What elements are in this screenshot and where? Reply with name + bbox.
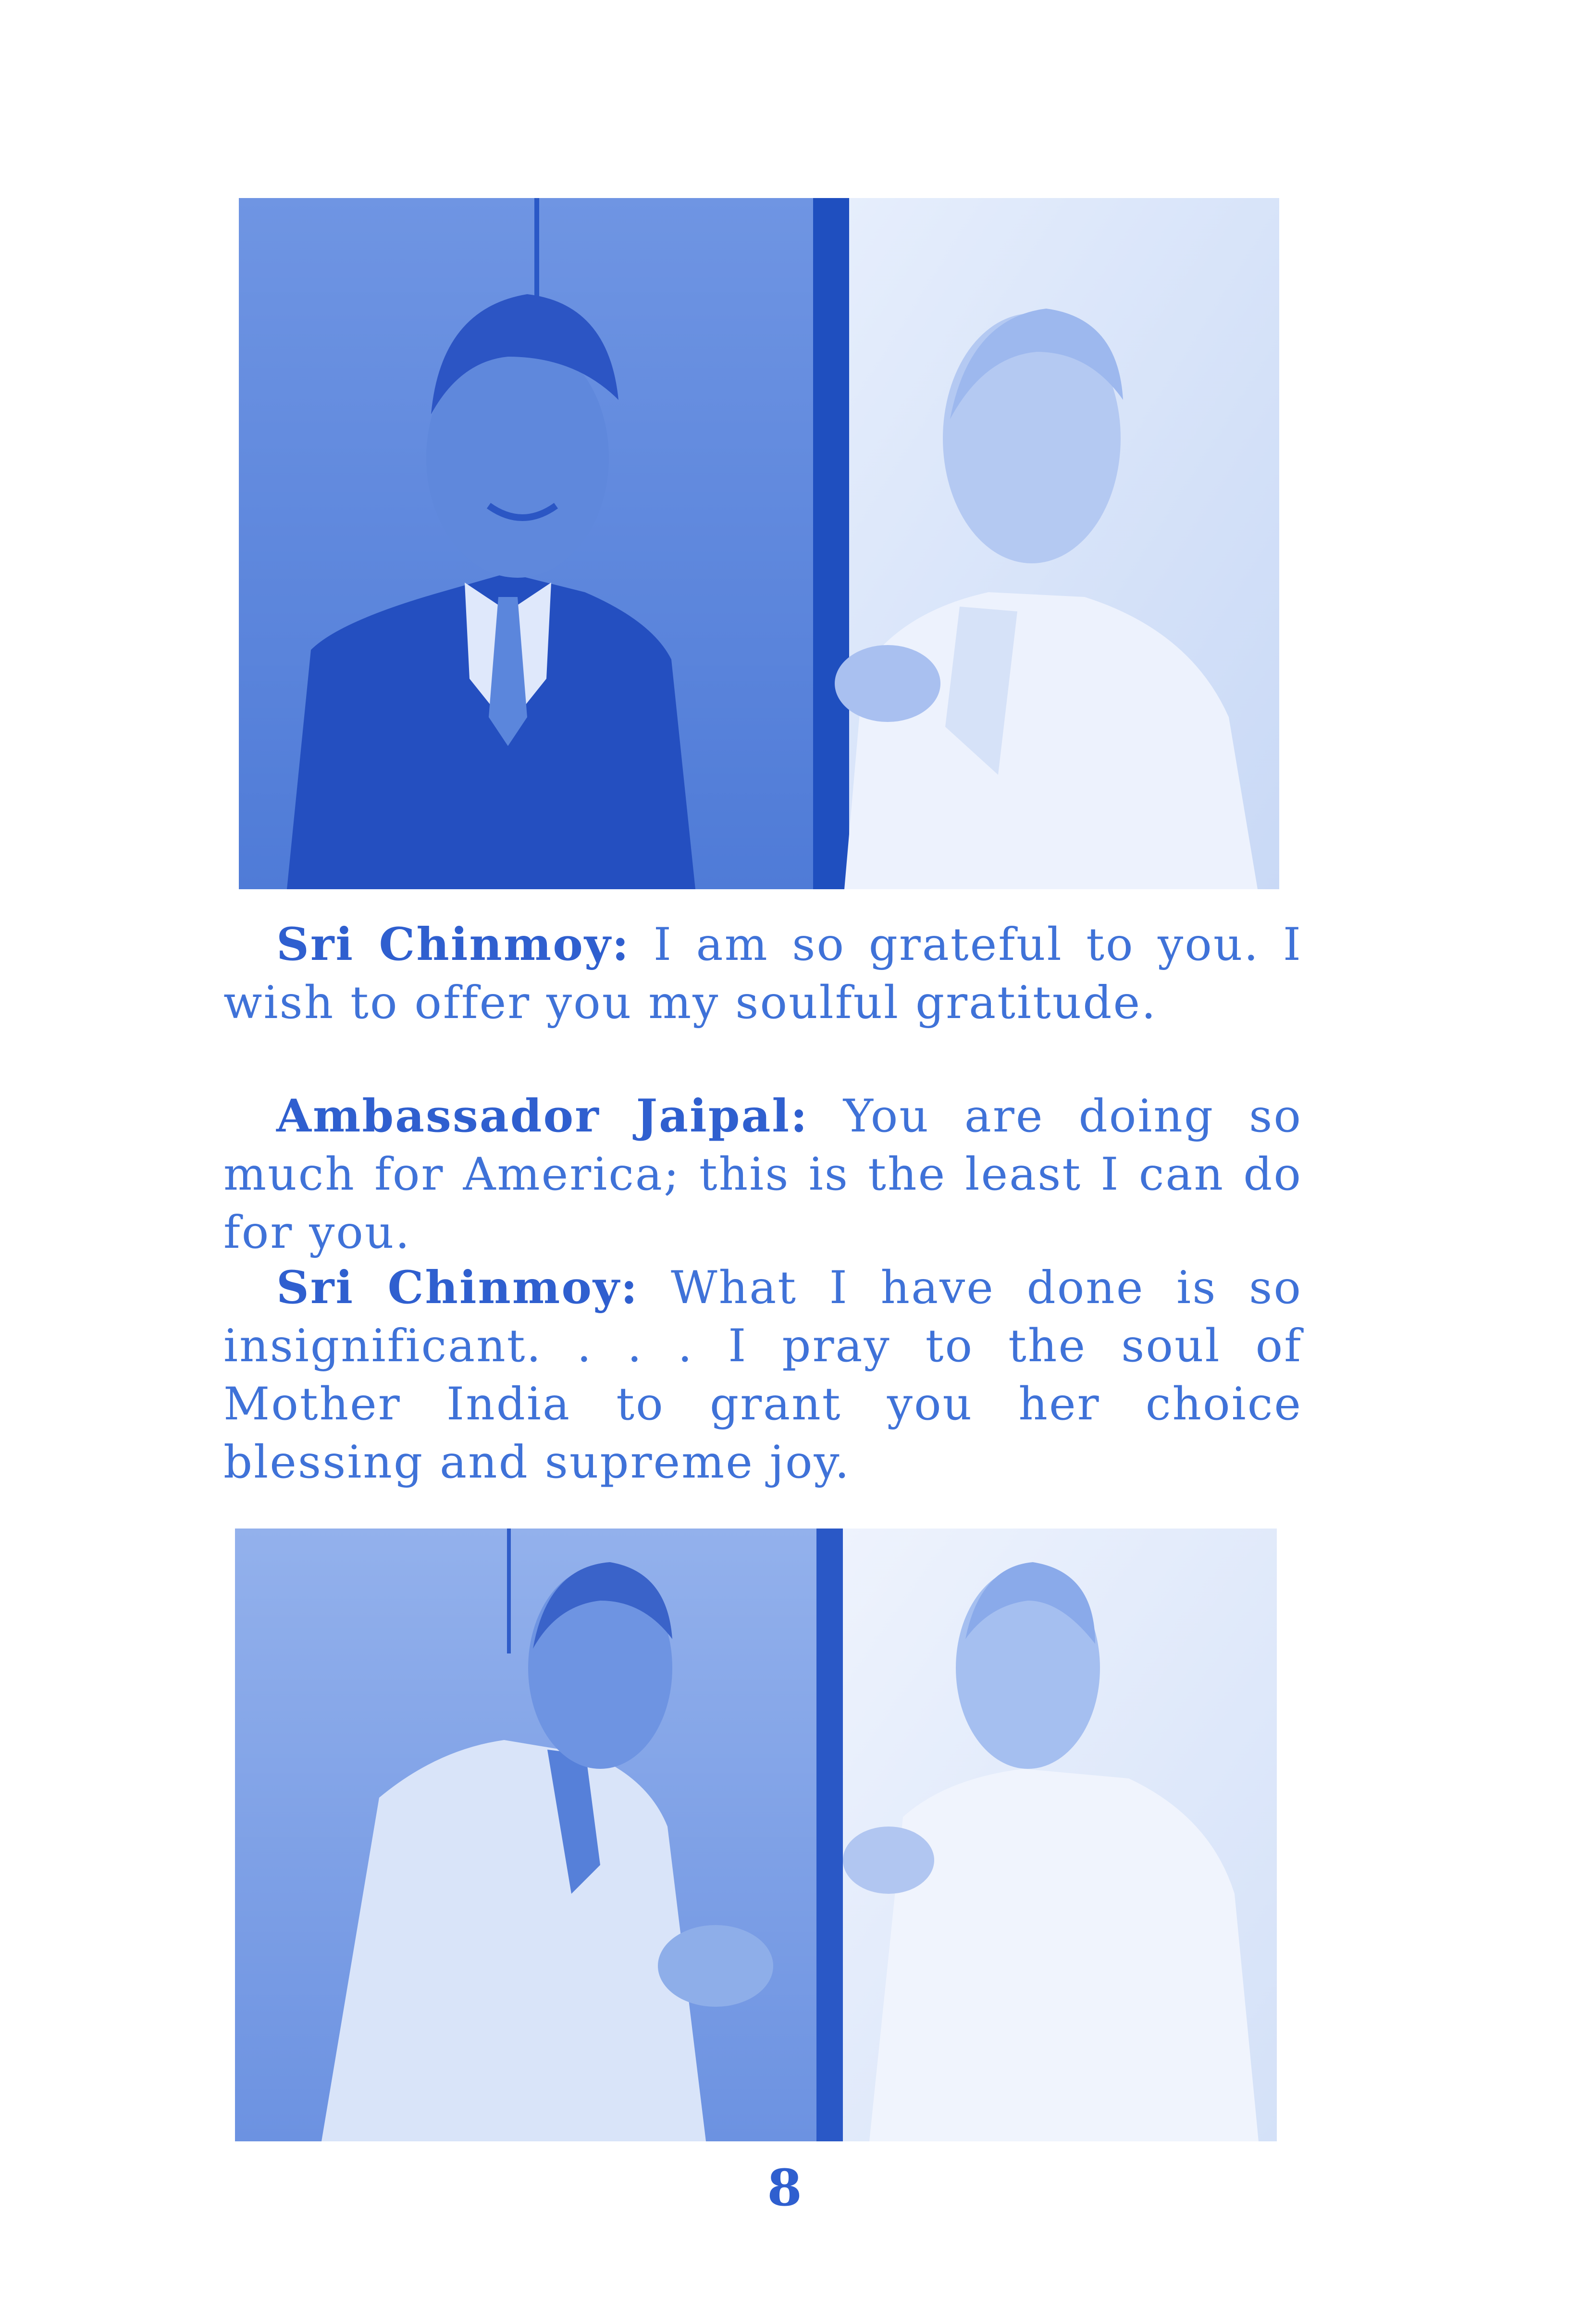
photo-bottom-illustration <box>235 1529 1277 2141</box>
dialogue-line-1 <box>223 916 1302 1032</box>
dialogue-text: What I have done is so insignificant. . . . I pray to the soul of Mother India to grant you her choice blessing and supreme joy. <box>223 1262 1302 1489</box>
speaker-name: Ambassador Jaipal: <box>276 1090 809 1143</box>
speaker-name: Sri Chinmoy: <box>276 918 630 971</box>
speaker-name: Sri Chinmoy: <box>276 1261 639 1314</box>
page-number: 8 <box>767 2158 802 2217</box>
photo-top-illustration <box>239 198 1279 889</box>
dialogue-text: You are doing so much for America; this is the least I can do for you. <box>223 1090 1302 1259</box>
photo-top <box>239 198 1279 889</box>
dialogue-text: I am so grateful to you. I wish to offer you my soulful gratitude. <box>223 919 1302 1029</box>
photo-bottom <box>235 1529 1277 2141</box>
dialogue-line-2 <box>223 1087 1302 1262</box>
dialogue-line-3 <box>223 1259 1302 1491</box>
